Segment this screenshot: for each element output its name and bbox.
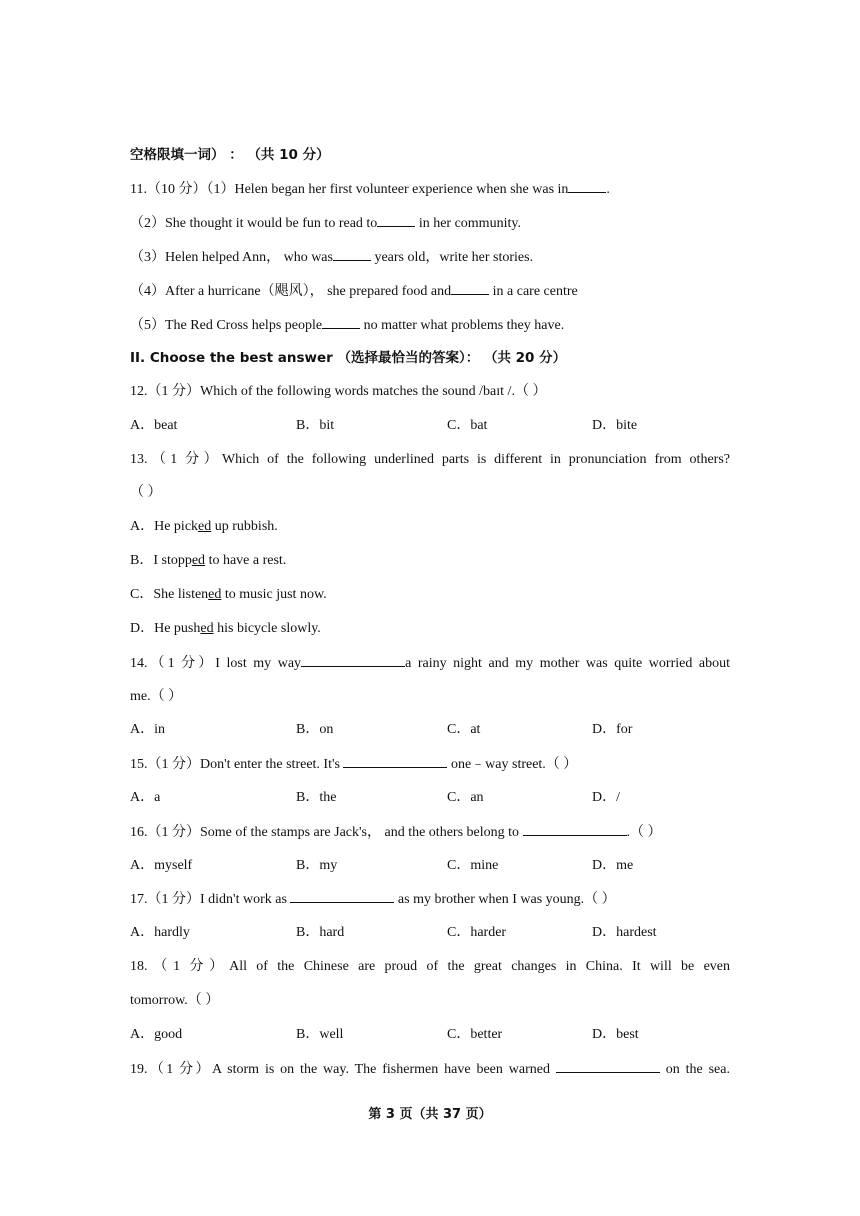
answer-blank[interactable] bbox=[301, 654, 405, 667]
q12-option-b[interactable]: B．bit bbox=[296, 418, 335, 433]
answer-blank[interactable] bbox=[568, 180, 606, 193]
q16-option-d[interactable]: D．me bbox=[592, 858, 634, 873]
question-11-item-3: （3）Helen helped Ann， who was years old，write her stories. bbox=[130, 250, 534, 265]
question-12-stem: 12.（1 分）Which of the following words matches the sound /baɪt /.（ ） bbox=[130, 384, 547, 399]
q12-option-c[interactable]: C．bat bbox=[447, 418, 488, 433]
answer-blank[interactable] bbox=[343, 755, 447, 768]
answer-blank[interactable] bbox=[377, 214, 415, 227]
q15-option-d[interactable]: D．/ bbox=[592, 790, 620, 805]
q14-option-a[interactable]: A．in bbox=[130, 722, 165, 737]
question-11-item-2: （2）She thought it would be fun to read to in her community. bbox=[130, 216, 521, 231]
q18-option-c[interactable]: C．better bbox=[447, 1027, 503, 1042]
question-14-stem: 14.（1 分）I lost my way a rainy night and my mother was quite worried about bbox=[130, 656, 730, 671]
q17-option-b[interactable]: B．hard bbox=[296, 925, 345, 940]
q12-option-d[interactable]: D．bite bbox=[592, 418, 638, 433]
q15-option-a[interactable]: A．a bbox=[130, 790, 161, 805]
q17-option-d[interactable]: D．hardest bbox=[592, 925, 657, 940]
q13-option-c[interactable]: C．She listened to music just now. bbox=[130, 587, 327, 602]
question-17-stem: 17.（1 分）I didn't work as as my brother when I was young.（ ） bbox=[130, 892, 616, 907]
q17-option-c[interactable]: C．harder bbox=[447, 925, 507, 940]
answer-blank[interactable] bbox=[290, 890, 394, 903]
q18-option-d[interactable]: D．best bbox=[592, 1027, 639, 1042]
section-heading-fill-in: 空格限填一词） ： （共 10 分） bbox=[130, 147, 330, 163]
q13-option-b[interactable]: B．I stopped to have a rest. bbox=[130, 553, 287, 568]
q12-option-a[interactable]: A．beat bbox=[130, 418, 178, 433]
section-heading-choose: II. Choose the best answer （选择最恰当的答案）： （共 20 分） bbox=[130, 350, 567, 366]
question-11-stem: 11.（10 分）（1）Helen began her first volunteer experience when she was in . bbox=[130, 182, 610, 197]
question-19-stem: 19.（1 分）A storm is on the way. The fishermen have been warned on the sea. bbox=[130, 1062, 730, 1077]
question-14-stem-cont: me.（ ） bbox=[130, 689, 183, 704]
question-13-paren: （ ） bbox=[130, 485, 162, 500]
answer-blank[interactable] bbox=[523, 823, 627, 836]
q17-option-a[interactable]: A．hardly bbox=[130, 925, 190, 940]
answer-blank[interactable] bbox=[556, 1060, 660, 1073]
answer-blank[interactable] bbox=[333, 248, 371, 261]
page-number-footer: 第 3 页（共 37 页） bbox=[368, 1107, 492, 1122]
question-18-stem: 18.（1 分）All of the Chinese are proud of the great changes in China. It will be even bbox=[130, 959, 730, 974]
q15-option-c[interactable]: C．an bbox=[447, 790, 484, 805]
question-18-stem-cont: tomorrow.（ ） bbox=[130, 993, 220, 1008]
q14-option-c[interactable]: C．at bbox=[447, 722, 481, 737]
q18-option-b[interactable]: B．well bbox=[296, 1027, 344, 1042]
q13-option-d[interactable]: D．He pushed his bicycle slowly. bbox=[130, 621, 321, 636]
question-11-item-4: （4）After a hurricane（飓风）， she prepared food and in a care centre bbox=[130, 284, 578, 299]
question-11-item-5: （5）The Red Cross helps people no matter what problems they have. bbox=[130, 318, 565, 333]
q14-option-d[interactable]: D．for bbox=[592, 722, 633, 737]
q18-option-a[interactable]: A．good bbox=[130, 1027, 183, 1042]
answer-blank[interactable] bbox=[322, 316, 360, 329]
question-13-stem: 13.（1 分）Which of the following underlined parts is different in pronunciation from others? bbox=[130, 452, 730, 467]
question-16-stem: 16.（1 分）Some of the stamps are Jack's， and the others belong to .（ ） bbox=[130, 825, 662, 840]
q14-option-b[interactable]: B．on bbox=[296, 722, 334, 737]
question-15-stem: 15.（1 分）Don't enter the street. It's one﹣way street.（ ） bbox=[130, 757, 578, 772]
q16-option-b[interactable]: B．my bbox=[296, 858, 338, 873]
q13-option-a[interactable]: A．He picked up rubbish. bbox=[130, 519, 278, 534]
q16-option-a[interactable]: A．myself bbox=[130, 858, 193, 873]
answer-blank[interactable] bbox=[451, 282, 489, 295]
q16-option-c[interactable]: C．mine bbox=[447, 858, 499, 873]
q15-option-b[interactable]: B．the bbox=[296, 790, 337, 805]
